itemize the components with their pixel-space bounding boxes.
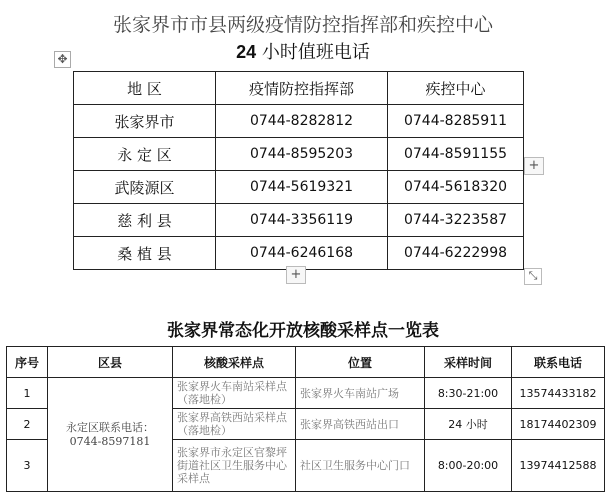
sampling-table: [6, 346, 605, 492]
subtitle-hours: 24: [236, 42, 257, 62]
header-district: 区县: [48, 347, 173, 378]
location-cell: 张家界高铁西站出口: [296, 409, 425, 440]
cdc-phone-cell: 0744-5618320: [388, 171, 524, 204]
location-cell: 张家界火车南站广场: [296, 378, 425, 409]
region-cell: 武陵源区: [74, 171, 216, 204]
location-cell: 社区卫生服务中心门口: [296, 440, 425, 492]
table-resize-handle-icon[interactable]: ⤡: [524, 268, 542, 285]
table-row: [74, 237, 524, 270]
header-command: 疫情防控指挥部: [216, 72, 388, 105]
phone-cell: 13574433182: [512, 378, 605, 409]
district-phone: 0744-8597181: [69, 434, 151, 448]
region-cell: 永 定 区: [74, 138, 216, 171]
header-location: 位置: [296, 347, 425, 378]
table-row: [74, 138, 524, 171]
cdc-phone-cell: 0744-3223587: [388, 204, 524, 237]
document-title: 张家界市市县两级疫情防控指挥部和疾控中心: [112, 14, 493, 36]
command-phone-cell: 0744-8595203: [216, 138, 388, 171]
region-cell: 慈 利 县: [74, 204, 216, 237]
phone-cell: 13974412588: [512, 440, 605, 492]
table-header-row: [7, 347, 605, 378]
district-label: 永定区联系电话：: [66, 420, 154, 434]
command-phone-cell: 0744-5619321: [216, 171, 388, 204]
district-cell: [48, 378, 173, 492]
table-row: [74, 105, 524, 138]
command-phone-cell: 0744-3356119: [216, 204, 388, 237]
region-cell: 张家界市: [74, 105, 216, 138]
header-cdc: 疾控中心: [388, 72, 524, 105]
add-row-icon[interactable]: +: [286, 266, 306, 284]
table-row: [74, 204, 524, 237]
row-number: 3: [7, 440, 48, 492]
row-number: 2: [7, 409, 48, 440]
phone-cell: 18174402309: [512, 409, 605, 440]
header-site: 核酸采样点: [173, 347, 296, 378]
site-cell: 张家界高铁西站采样点（落地检）: [173, 409, 296, 440]
header-time: 采样时间: [425, 347, 512, 378]
header-region: 地 区: [74, 72, 216, 105]
region-cell: 桑 植 县: [74, 237, 216, 270]
table-row: [7, 378, 605, 409]
sampling-title: 张家界常态化开放核酸采样点一览表: [167, 321, 439, 341]
header-no: 序号: [7, 347, 48, 378]
document-subtitle: [0, 38, 606, 64]
site-cell: 张家界市永定区官黎坪街道社区卫生服务中心采样点: [173, 440, 296, 492]
hotline-table: [73, 71, 524, 270]
site-cell: 张家界火车南站采样点（落地检）: [173, 378, 296, 409]
command-phone-cell: 0744-6246168: [216, 237, 388, 270]
time-cell: 8:30-21:00: [425, 378, 512, 409]
time-cell: 24 小时: [425, 409, 512, 440]
time-cell: 8:00-20:00: [425, 440, 512, 492]
cdc-phone-cell: 0744-8591155: [388, 138, 524, 171]
table-header-row: [74, 72, 524, 105]
subtitle-text: 小时值班电话: [256, 42, 370, 63]
row-number: 1: [7, 378, 48, 409]
table-row: [74, 171, 524, 204]
table-move-handle-icon[interactable]: ✥: [54, 51, 71, 68]
cdc-phone-cell: 0744-8285911: [388, 105, 524, 138]
header-phone: 联系电话: [512, 347, 605, 378]
command-phone-cell: 0744-8282812: [216, 105, 388, 138]
cdc-phone-cell: 0744-6222998: [388, 237, 524, 270]
add-column-icon[interactable]: +: [524, 157, 544, 175]
